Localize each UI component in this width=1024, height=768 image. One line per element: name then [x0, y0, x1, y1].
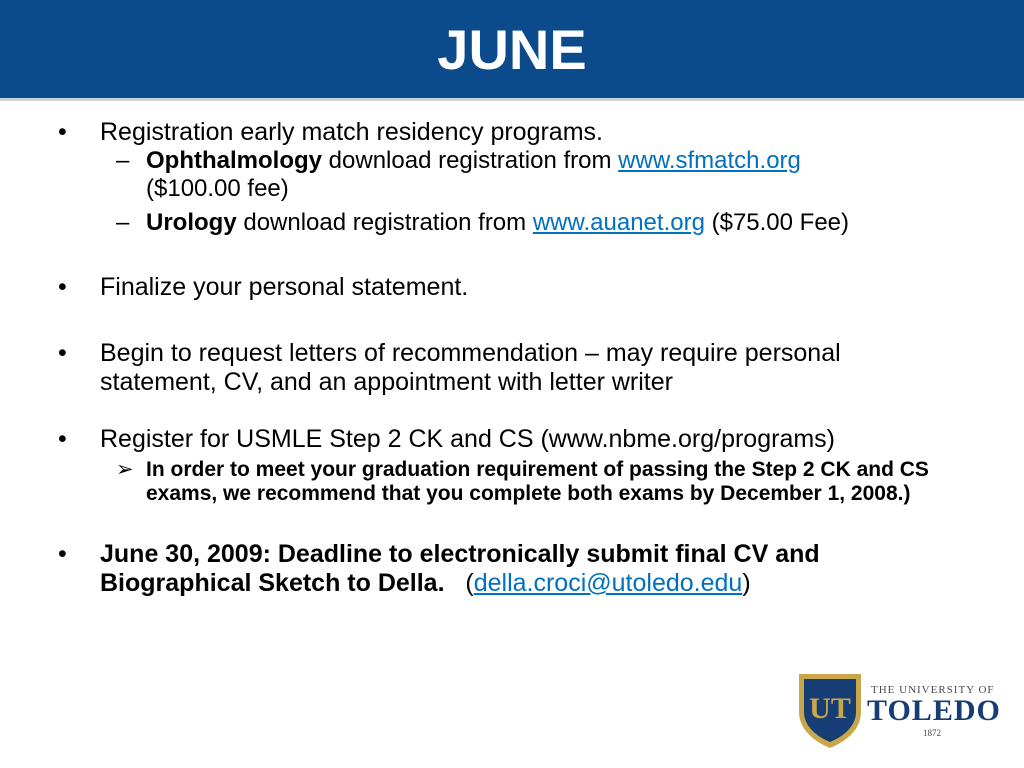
page-title: JUNE — [437, 18, 587, 81]
university-logo — [795, 672, 1005, 752]
sub-bullet-urology — [58, 209, 958, 237]
logo-monogram: UT — [809, 692, 851, 725]
bullet-usmle — [58, 425, 958, 454]
bullet-text: Finalize your personal statement. — [100, 273, 469, 301]
arrow-marker-icon: ➢ — [116, 458, 134, 481]
urology-label: Urology — [146, 209, 237, 236]
ophthalmology-text: download registration from — [322, 147, 619, 174]
sub-bullet-usmle-note — [58, 458, 958, 506]
shield-icon — [795, 672, 865, 750]
bullet-letters — [58, 339, 958, 397]
ophthalmology-fee: ($100.00 fee) — [146, 175, 289, 202]
bullet-registration — [58, 118, 958, 147]
bullet-dot: • — [58, 118, 67, 146]
bullet-dot: • — [58, 273, 67, 301]
bullet-dot: • — [58, 540, 67, 568]
bullet-dot: • — [58, 425, 67, 453]
logo-name: TOLEDO — [867, 694, 1001, 727]
bullet-text: Begin to request letters of recommendation – may require personal statement, CV, and an appointment with letter writer — [100, 339, 841, 396]
sfmatch-link[interactable]: www.sfmatch.org — [618, 147, 801, 174]
logo-year: 1872 — [923, 728, 941, 738]
email-link[interactable]: della.croci@utoledo.edu — [473, 569, 743, 597]
bullet-text: Registration early match residency programs. — [100, 118, 603, 146]
bullet-dot: • — [58, 339, 67, 367]
title-bar — [0, 0, 1024, 101]
urology-fee: ($75.00 Fee) — [704, 209, 850, 236]
deadline-text: June 30, 2009: Deadline to electronically submit final CV and Biographical Sketch to Della. — [100, 540, 820, 597]
urology-text: download registration from — [236, 209, 533, 236]
auanet-link[interactable]: www.auanet.org — [532, 209, 705, 236]
dash-marker: – — [116, 147, 130, 174]
bullet-deadline — [58, 540, 958, 598]
slide-content — [58, 118, 958, 598]
paren-close: ) — [742, 569, 751, 597]
ophthalmology-label: Ophthalmology — [146, 147, 322, 174]
logo-subtitle: THE UNIVERSITY OF — [871, 684, 995, 696]
paren-open: ( — [444, 569, 474, 597]
bullet-personal-statement — [58, 273, 958, 302]
bullet-text: Register for USMLE Step 2 CK and CS (www.nbme.org/programs) — [100, 425, 835, 453]
usmle-note-text: In order to meet your graduation requirement of passing the Step 2 CK and CS exams, we recommend that you complete both exams by December 1, 2008.) — [146, 458, 929, 505]
sub-bullet-ophthalmology — [58, 147, 958, 203]
dash-marker: – — [116, 209, 130, 236]
